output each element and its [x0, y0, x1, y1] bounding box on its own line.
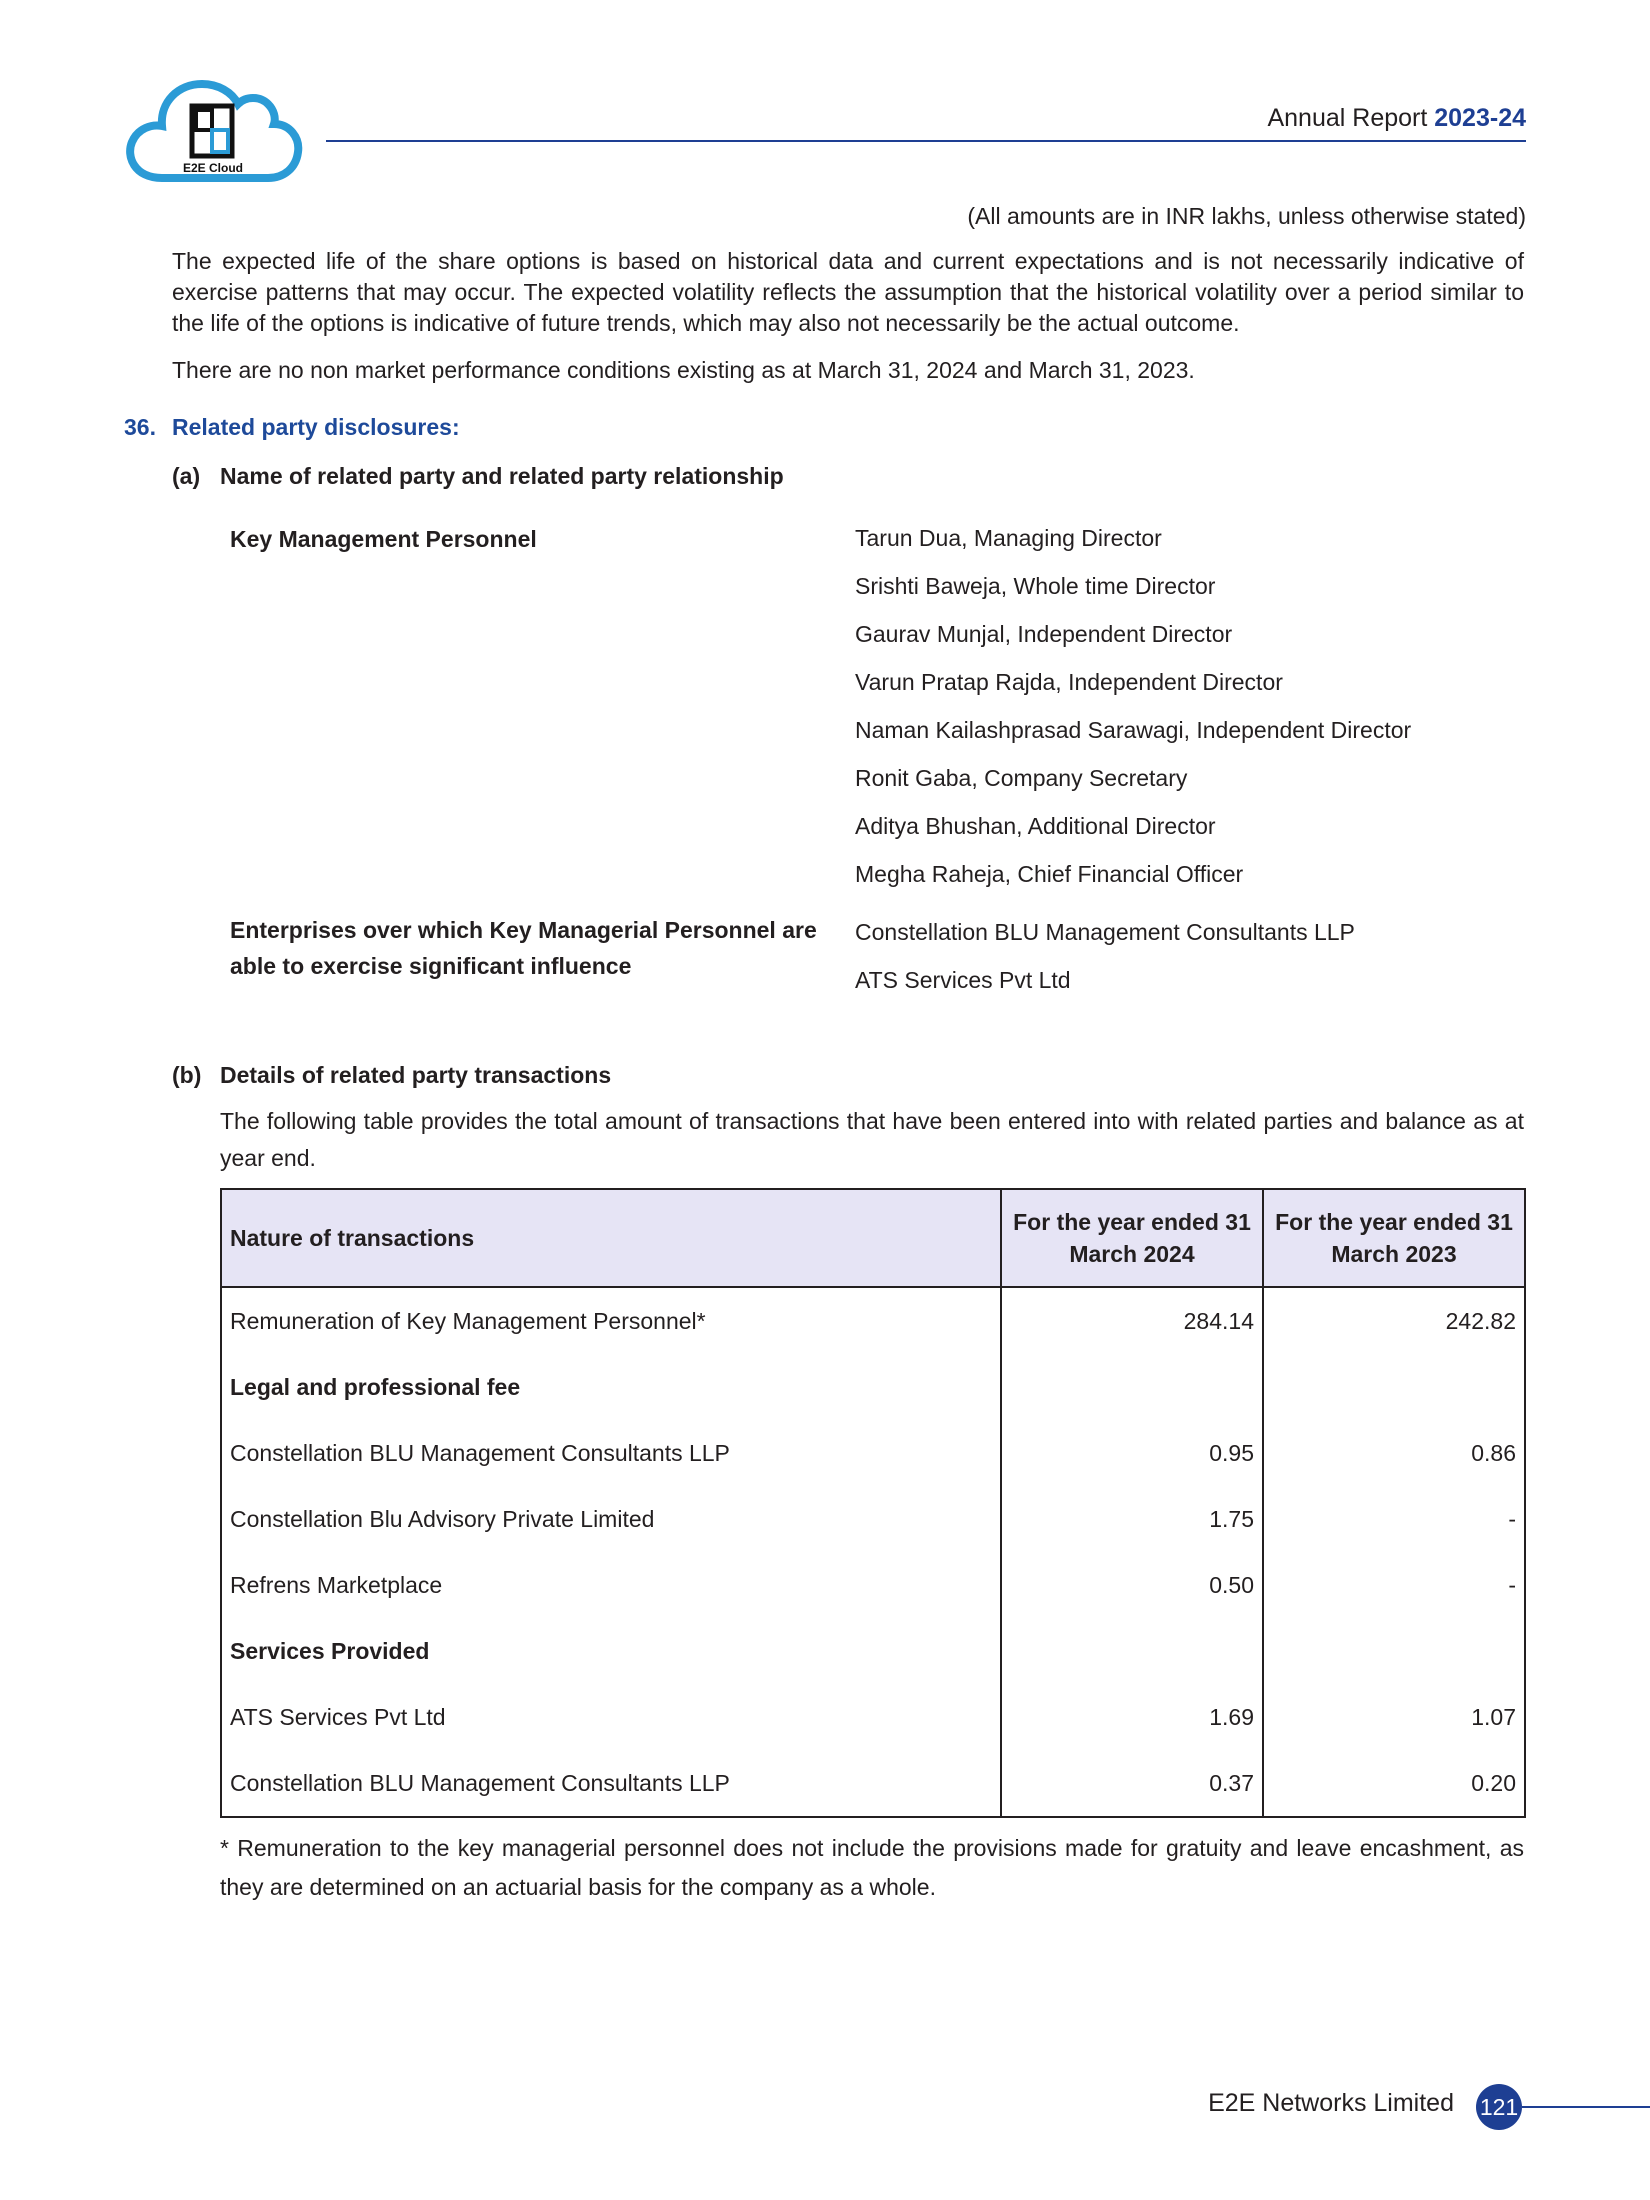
kmp-category-label: Key Management Personnel: [230, 526, 537, 552]
table-row: [221, 1552, 1525, 1618]
amount-fy2024: 1.75: [1001, 1486, 1263, 1552]
report-title-prefix: Annual Report: [1267, 104, 1435, 132]
table-row: [221, 1486, 1525, 1552]
amount-fy2024: 284.14: [1001, 1287, 1263, 1354]
transaction-group-label: Services Provided: [221, 1618, 1001, 1684]
page-number-badge: 121: [1476, 2084, 1522, 2130]
report-year: 2023-24: [1434, 104, 1526, 132]
table-row: [221, 1287, 1525, 1354]
report-title: [1267, 104, 1526, 133]
transaction-nature: Constellation BLU Management Consultants LLP: [221, 1750, 1001, 1817]
amount-fy2024: [1001, 1618, 1263, 1684]
company-logo: [122, 58, 304, 186]
amount-fy2024: 0.37: [1001, 1750, 1263, 1817]
kmp-party: Tarun Dua, Managing Director: [855, 525, 1162, 551]
amount-fy2023: [1263, 1354, 1525, 1420]
column-header-fy2023: For the year ended 31 March 2023: [1263, 1189, 1525, 1287]
amount-fy2023: -: [1263, 1486, 1525, 1552]
section-title: Related party disclosures:: [172, 414, 460, 440]
table-header-row: [221, 1189, 1525, 1287]
footer-rule: [1522, 2106, 1650, 2108]
kmp-party: Aditya Bhushan, Additional Director: [855, 813, 1216, 839]
amount-fy2023: 1.07: [1263, 1684, 1525, 1750]
paragraph-performance-conditions: There are no non market performance conditions existing as at March 31, 2024 and March 31, 2023.: [172, 357, 1195, 383]
subsection-b-title: Details of related party transactions: [220, 1062, 612, 1088]
kmp-party: Srishti Baweja, Whole time Director: [855, 573, 1216, 599]
transactions-intro: The following table provides the total amount of transactions that have been entered into with related parties and balance as at year end.: [220, 1108, 1524, 1171]
column-header-fy2024: For the year ended 31 March 2024: [1001, 1189, 1263, 1287]
transaction-nature: Refrens Marketplace: [221, 1552, 1001, 1618]
kmp-party: Naman Kailashprasad Sarawagi, Independent Director: [855, 717, 1412, 743]
subsection-a-label: (a): [172, 463, 201, 489]
enterprise-party: Constellation BLU Management Consultants LLP: [855, 919, 1355, 945]
kmp-party: Gaurav Munjal, Independent Director: [855, 621, 1233, 647]
table-row: [221, 1750, 1525, 1817]
transaction-nature: Constellation BLU Management Consultants LLP: [221, 1420, 1001, 1486]
footer-company-name: E2E Networks Limited: [1208, 2089, 1454, 2117]
amount-fy2024: 0.50: [1001, 1552, 1263, 1618]
amount-fy2024: 1.69: [1001, 1684, 1263, 1750]
amount-fy2024: [1001, 1354, 1263, 1420]
remuneration-footnote: * Remuneration to the key managerial personnel does not include the provisions made for gratuity and leave encashment, as they are determined on an actuarial basis for the company as a whole.: [220, 1835, 1524, 1900]
kmp-party: Ronit Gaba, Company Secretary: [855, 765, 1188, 791]
subsection-a-title: Name of related party and related party relationship: [220, 463, 784, 489]
column-header-nature: Nature of transactions: [221, 1189, 1001, 1287]
amount-fy2023: 242.82: [1263, 1287, 1525, 1354]
subsection-a-heading: [172, 463, 784, 490]
section-heading: [124, 414, 460, 441]
subsection-b-heading: [172, 1062, 611, 1089]
amount-fy2023: 0.86: [1263, 1420, 1525, 1486]
table-group-row: [221, 1618, 1525, 1684]
table-row: [221, 1420, 1525, 1486]
related-party-transactions-table: [220, 1188, 1526, 1818]
enterprises-category-label: Enterprises over which Key Managerial Personnel are able to exercise significant influence: [230, 917, 817, 979]
transaction-group-label: Legal and professional fee: [221, 1354, 1001, 1420]
transaction-nature: ATS Services Pvt Ltd: [221, 1684, 1001, 1750]
transaction-nature: Remuneration of Key Management Personnel*: [221, 1287, 1001, 1354]
amount-fy2024: 0.95: [1001, 1420, 1263, 1486]
amount-fy2023: [1263, 1618, 1525, 1684]
kmp-party: Megha Raheja, Chief Financial Officer: [855, 861, 1244, 887]
table-group-row: [221, 1354, 1525, 1420]
amount-fy2023: -: [1263, 1552, 1525, 1618]
amount-fy2023: 0.20: [1263, 1750, 1525, 1817]
enterprise-party: ATS Services Pvt Ltd: [855, 967, 1071, 993]
logo-text: E2E Cloud: [182, 161, 244, 175]
kmp-party: Varun Pratap Rajda, Independent Director: [855, 669, 1283, 695]
table-row: [221, 1684, 1525, 1750]
paragraph-expected-life: The expected life of the share options is based on historical data and current expectations and is not necessarily indicative of exercise patterns that may occur. The expected volatility reflects the assumption that the historical volatility over a period similar to the life of the options is indicative of future trends, which may also not necessarily be the actual outcome.: [172, 248, 1524, 336]
amounts-note: (All amounts are in INR lakhs, unless otherwise stated): [967, 203, 1526, 229]
transaction-nature: Constellation Blu Advisory Private Limited: [221, 1486, 1001, 1552]
section-number: 36.: [124, 414, 156, 440]
subsection-b-label: (b): [172, 1062, 202, 1088]
header-rule: [326, 140, 1526, 142]
